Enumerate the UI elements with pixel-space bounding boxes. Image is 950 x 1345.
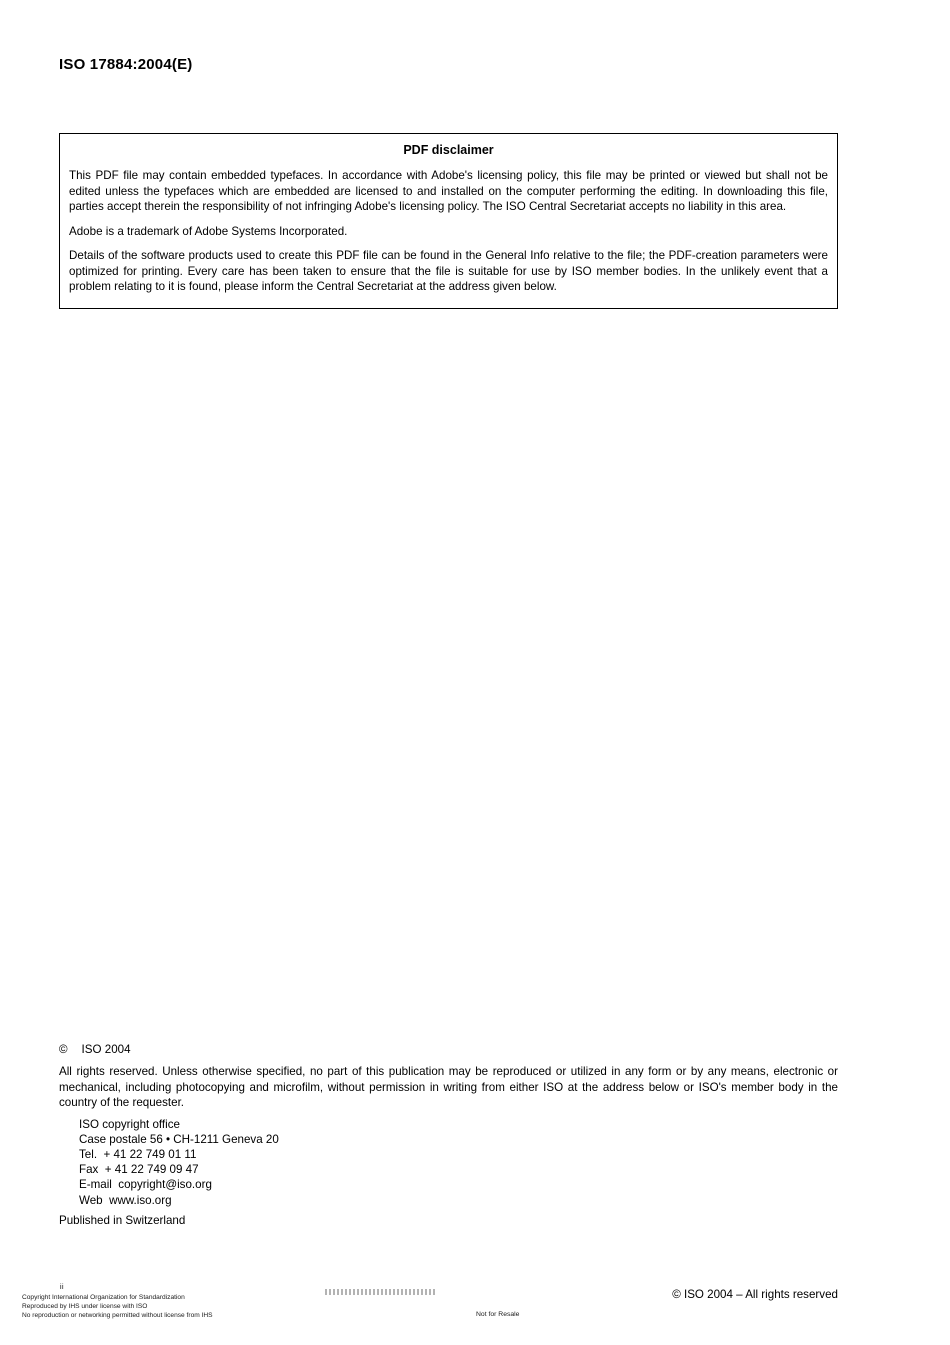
address-line-postal: Case postale 56 • CH-1211 Geneva 20 — [79, 1132, 279, 1146]
copyright-block — [59, 1043, 838, 1227]
footer-license-lines — [22, 1294, 213, 1320]
footer-license-line: No reproduction or networking permitted without license from IHS — [22, 1311, 213, 1319]
published-line: Published in Switzerland — [59, 1213, 186, 1227]
disclaimer-paragraph: Details of the software products used to create this PDF file can be found in the General Info relative to the file; the PDF-creation parameters were optimized for printing. Every care has been taken to ensure that the file is suitable for use by ISO member bodies. In the unlikely event that a problem relating to it is found, please inform the Central Secretariat at the address given below. — [69, 249, 828, 293]
address-line-fax: Fax + 41 22 749 09 47 — [79, 1163, 199, 1177]
address-line-office: ISO copyright office — [79, 1117, 180, 1131]
not-for-resale-note: Not for Resale — [476, 1311, 520, 1318]
copyright-year: ISO 2004 — [81, 1043, 131, 1056]
pdf-disclaimer-box — [59, 133, 838, 309]
address-line-email: E-mail copyright@iso.org — [79, 1178, 212, 1192]
footer-license-line: Copyright International Organization for Standardization — [22, 1294, 185, 1301]
illegible-watermark-strip — [325, 1289, 437, 1295]
document-code-header: ISO 17884:2004(E) — [59, 56, 193, 73]
copyright-symbol: © — [59, 1043, 68, 1056]
rights-paragraph: All rights reserved. Unless otherwise specified, no part of this publication may be reproduced or utilized in any form or by any means, electronic or mechanical, including photocopying and microfilm, without permission in writing from either ISO at the address below or ISO's member body in the country of the requester. — [59, 1065, 838, 1109]
iso-address-block — [79, 1117, 838, 1208]
page-number: ii — [60, 1284, 65, 1291]
disclaimer-paragraph: Adobe is a trademark of Adobe Systems Incorporated. — [69, 224, 348, 238]
address-line-web: Web www.iso.org — [79, 1193, 172, 1207]
footer-license-line: Reproduced by IHS under license with ISO — [22, 1302, 148, 1310]
copyright-year-line — [59, 1043, 838, 1056]
footer-copyright-right: © ISO 2004 – All rights reserved — [672, 1288, 838, 1301]
disclaimer-paragraph: This PDF file may contain embedded typefaces. In accordance with Adobe's licensing policy, this file may be printed or viewed but shall not be edited unless the typefaces which are embedded are licensed to and installed on the computer performing the editing. In downloading this file, parties accept therein the responsibility of not infringing Adobe's licensing policy. The ISO Central Secretariat accepts no liability in this area. — [69, 169, 828, 213]
address-line-tel: Tel. + 41 22 749 01 11 — [79, 1147, 197, 1161]
disclaimer-title: PDF disclaimer — [403, 143, 494, 157]
